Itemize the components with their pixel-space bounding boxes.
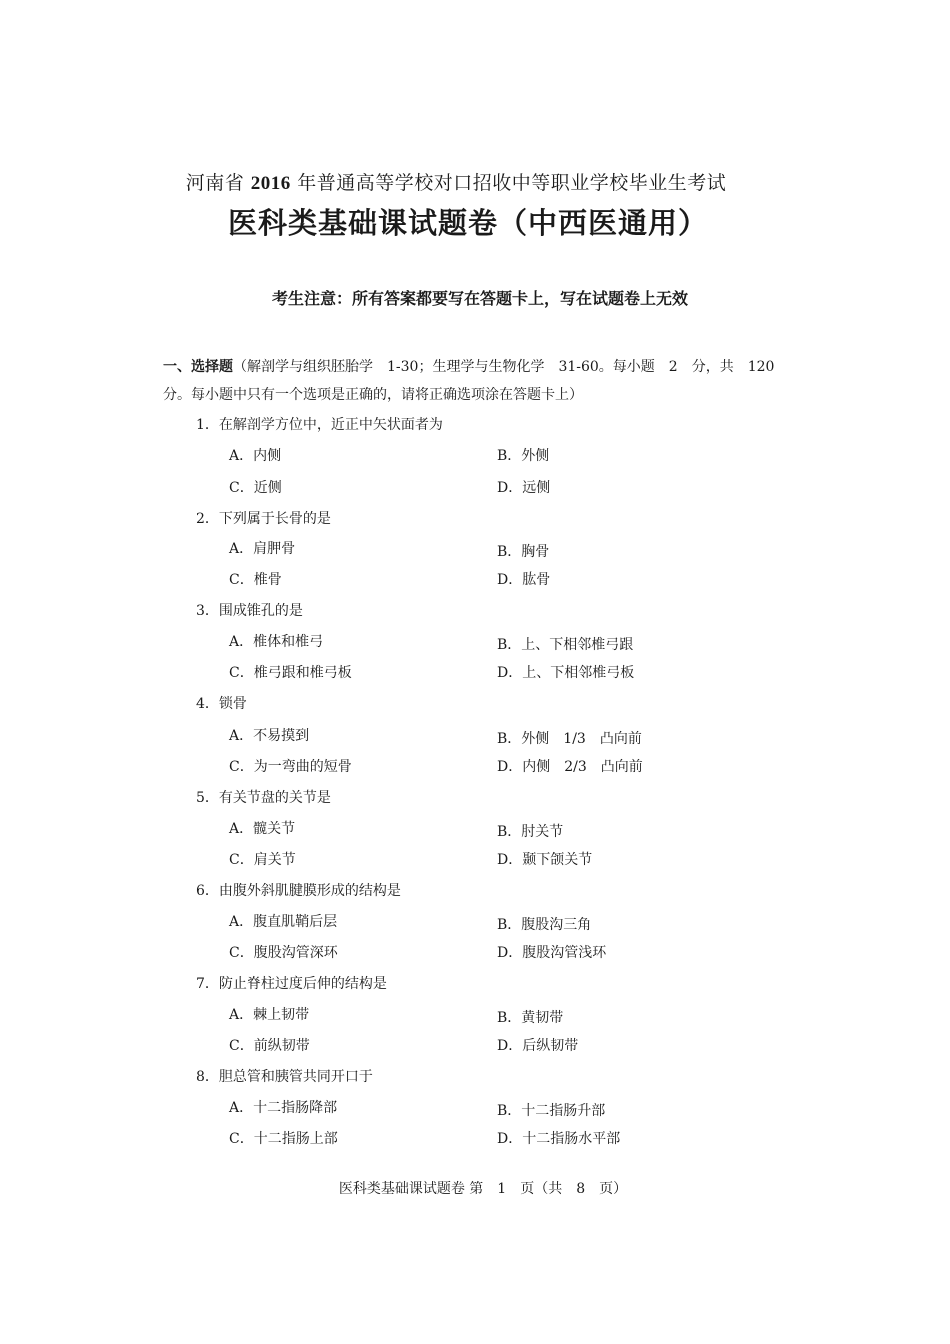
option-c: C．近侧 [229,480,282,496]
option-d: D．远侧 [497,480,551,496]
option-a: A．不易摸到 [229,728,310,744]
option-b: B．黄韧带 [497,1010,564,1026]
option-d: D．十二指肠水平部 [497,1131,621,1147]
option-d: D．颞下颌关节 [497,852,593,868]
option-a: A．棘上韧带 [229,1007,310,1023]
title-year: 2016 [250,173,291,194]
option-d: D．内侧 2/3 凸向前 [497,759,643,775]
question-stem: 1．在解剖学方位中，近正中矢状面者为 [196,417,443,433]
exam-notice: 考生注意：所有答案都要写在答题卡上，写在试题卷上无效 [271,289,688,308]
option-c: C．肩关节 [229,852,296,868]
page-footer: 医科类基础课试题卷 第 1 页（共 8 页） [338,1181,628,1197]
option-c: C．十二指肠上部 [229,1131,338,1147]
title-prefix: 河南省 [185,172,245,194]
section-description: （解剖学与组织胚胎学 1-30；生理学与生物化学 31-60。每小题 2 分，共 120 分。每小题中只有一个选项是正确的，请将正确选项涂在答题卡上） [163,359,789,403]
option-d: D．上、下相邻椎弓板 [497,665,635,681]
option-c: C．前纵韧带 [229,1038,310,1054]
option-b: B．腹股沟三角 [497,917,592,933]
option-b: B．肘关节 [497,824,564,840]
question-stem: 2．下列属于长骨的是 [196,511,331,527]
question-stem: 8．胆总管和胰管共同开口于 [196,1069,373,1085]
option-a: A．十二指肠降部 [229,1100,338,1116]
option-b: B．十二指肠升部 [497,1103,606,1119]
option-a: A．腹直肌鞘后层 [229,914,338,930]
option-a: A．内侧 [229,448,282,464]
option-d: D．腹股沟管浅环 [497,945,607,961]
option-c: C．椎弓跟和椎弓板 [229,665,352,681]
question-stem: 5．有关节盘的关节是 [196,790,331,806]
section-heading: 一、选择题 [163,359,233,375]
option-b: B．上、下相邻椎弓跟 [497,637,634,653]
option-d: D．后纵韧带 [497,1038,579,1054]
section-intro [163,353,803,409]
title-suffix: 年普通高等学校对口招收中等职业学校毕业生考试 [297,172,727,194]
question-stem: 7．防止脊柱过度后伸的结构是 [196,976,387,992]
question-stem: 4．锁骨 [196,696,247,712]
option-b: B．外侧 [497,448,550,464]
exam-title [0,168,912,195]
question-stem: 3．围成锥孔的是 [196,603,303,619]
option-a: A．髋关节 [229,821,296,837]
option-c: C．腹股沟管深环 [229,945,338,961]
option-b: B．胸骨 [497,544,550,560]
option-c: C．椎骨 [229,572,282,588]
option-b: B．外侧 1/3 凸向前 [497,731,642,747]
option-a: A．肩胛骨 [229,541,296,557]
option-c: C．为一弯曲的短骨 [229,759,352,775]
question-stem: 6．由腹外斜肌腱膜形成的结构是 [196,883,401,899]
option-d: D．肱骨 [497,572,551,588]
option-a: A．椎体和椎弓 [229,634,324,650]
exam-subtitle: 医科类基础课试题卷（中西医通用） [227,206,708,240]
